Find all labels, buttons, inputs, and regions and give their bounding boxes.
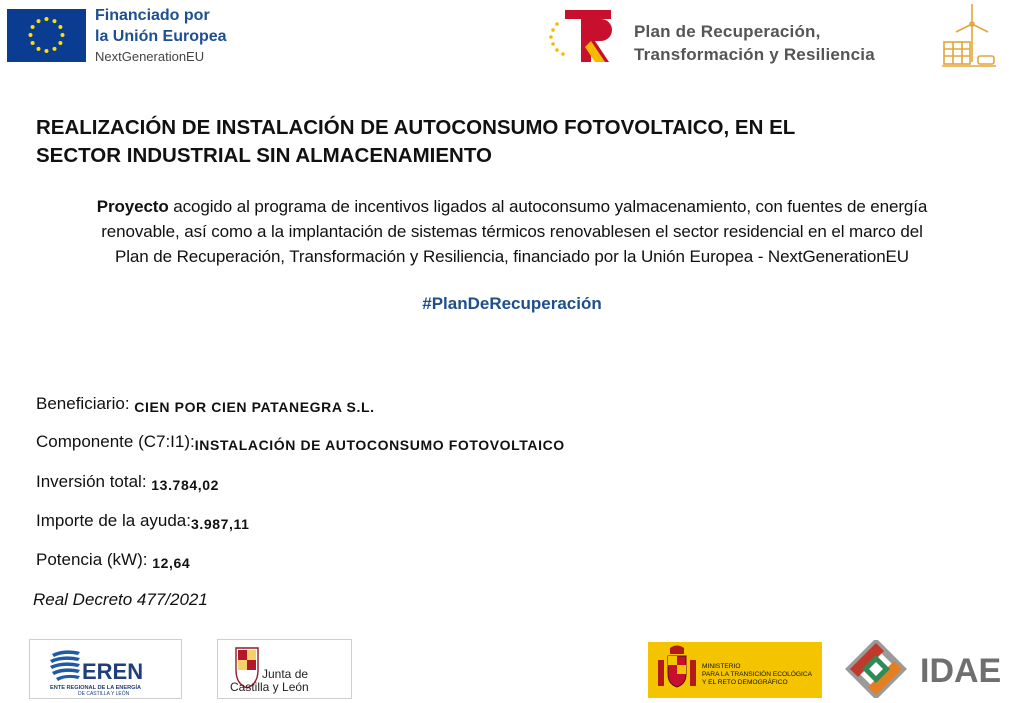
eu-line-3: NextGenerationEU <box>95 49 205 64</box>
idae-logo <box>838 640 1016 698</box>
field-ayuda <box>36 511 250 531</box>
spain-coat-of-arms-icon <box>648 642 822 698</box>
eu-line-2: la Unión Europea <box>95 28 227 45</box>
prtr-logo <box>547 6 619 66</box>
field-label: Importe de la ayuda: <box>36 511 191 530</box>
eren-sub-1: ENTE REGIONAL DE LA ENERGÍA <box>50 685 142 691</box>
ministry-line-1: MINISTERIO <box>702 663 741 670</box>
eren-sub-2: DE CASTILLA Y LEÓN <box>78 691 130 697</box>
desc-text-1: acogido al programa de incentivos ligados al autoconsumo yalmacenamiento, con fuentes de energía <box>168 197 928 216</box>
eren-logo <box>29 639 182 699</box>
plan-title <box>634 20 875 66</box>
energy-logo <box>938 2 998 70</box>
field-label: Inversión total: <box>36 472 147 491</box>
project-title <box>36 114 976 170</box>
ministry-line-3: Y EL RETO DEMOGRÁFICO <box>702 679 788 686</box>
field-label: Potencia (kW): <box>36 550 148 569</box>
field-value: CIEN POR CIEN PATANEGRA S.L. <box>134 399 375 415</box>
field-componente <box>36 432 565 452</box>
field-value: 13.784,02 <box>151 477 219 493</box>
desc-line-1 <box>30 194 994 219</box>
field-value: INSTALACIÓN DE AUTOCONSUMO FOTOVOLTAICO <box>194 437 565 453</box>
eren-emblem-icon <box>30 640 181 698</box>
idae-emblem-icon <box>838 640 1016 698</box>
project-description <box>30 194 994 269</box>
jcyl-line-1: Junta de <box>262 667 309 681</box>
ministry-logo <box>648 642 822 698</box>
desc-line-3: Plan de Recuperación, Transformación y Resiliencia, financiado por la Unión Europea - NextGenerationEU <box>115 247 909 266</box>
field-label: Componente (C7:I1): <box>36 432 195 451</box>
eu-funding-text <box>95 5 227 66</box>
eu-stars-icon <box>7 9 86 62</box>
jcyl-logo <box>217 639 352 699</box>
ministry-line-2: PARA LA TRANSICIÓN ECOLÓGICA <box>702 671 813 678</box>
field-beneficiario <box>36 394 375 414</box>
plan-line-2: Transformación y Resiliencia <box>634 45 875 64</box>
field-value: 3.987,11 <box>190 516 250 532</box>
desc-lead: Proyecto <box>96 197 169 216</box>
desc-line-2: renovable, así como a la implantación de sistemas térmicos renovablesen el sector residencial en el marco del <box>101 222 923 241</box>
field-value: 12,64 <box>152 555 191 571</box>
idae-name: IDAE <box>920 652 1002 690</box>
royal-decree: Real Decreto 477/2021 <box>33 590 208 609</box>
title-line-1: REALIZACIÓN DE INSTALACIÓN DE AUTOCONSUMO FOTOVOLTAICO, EN EL <box>36 116 796 139</box>
prtr-emblem-icon <box>547 6 619 66</box>
jcyl-shield-icon <box>218 640 351 698</box>
jcyl-line-2: Castilla y León <box>230 680 309 694</box>
windmill-solar-icon <box>938 2 998 70</box>
plan-line-1: Plan de Recuperación, <box>634 22 821 41</box>
eu-flag-logo <box>7 9 86 62</box>
eu-line-1: Financiado por <box>95 7 210 24</box>
field-potencia <box>36 550 190 570</box>
eren-name: EREN <box>82 659 144 684</box>
hashtag: #PlanDeRecuperación <box>422 294 602 313</box>
field-label: Beneficiario: <box>36 394 130 413</box>
field-inversion <box>36 472 219 492</box>
title-line-2: SECTOR INDUSTRIAL SIN ALMACENAMIENTO <box>36 144 492 167</box>
